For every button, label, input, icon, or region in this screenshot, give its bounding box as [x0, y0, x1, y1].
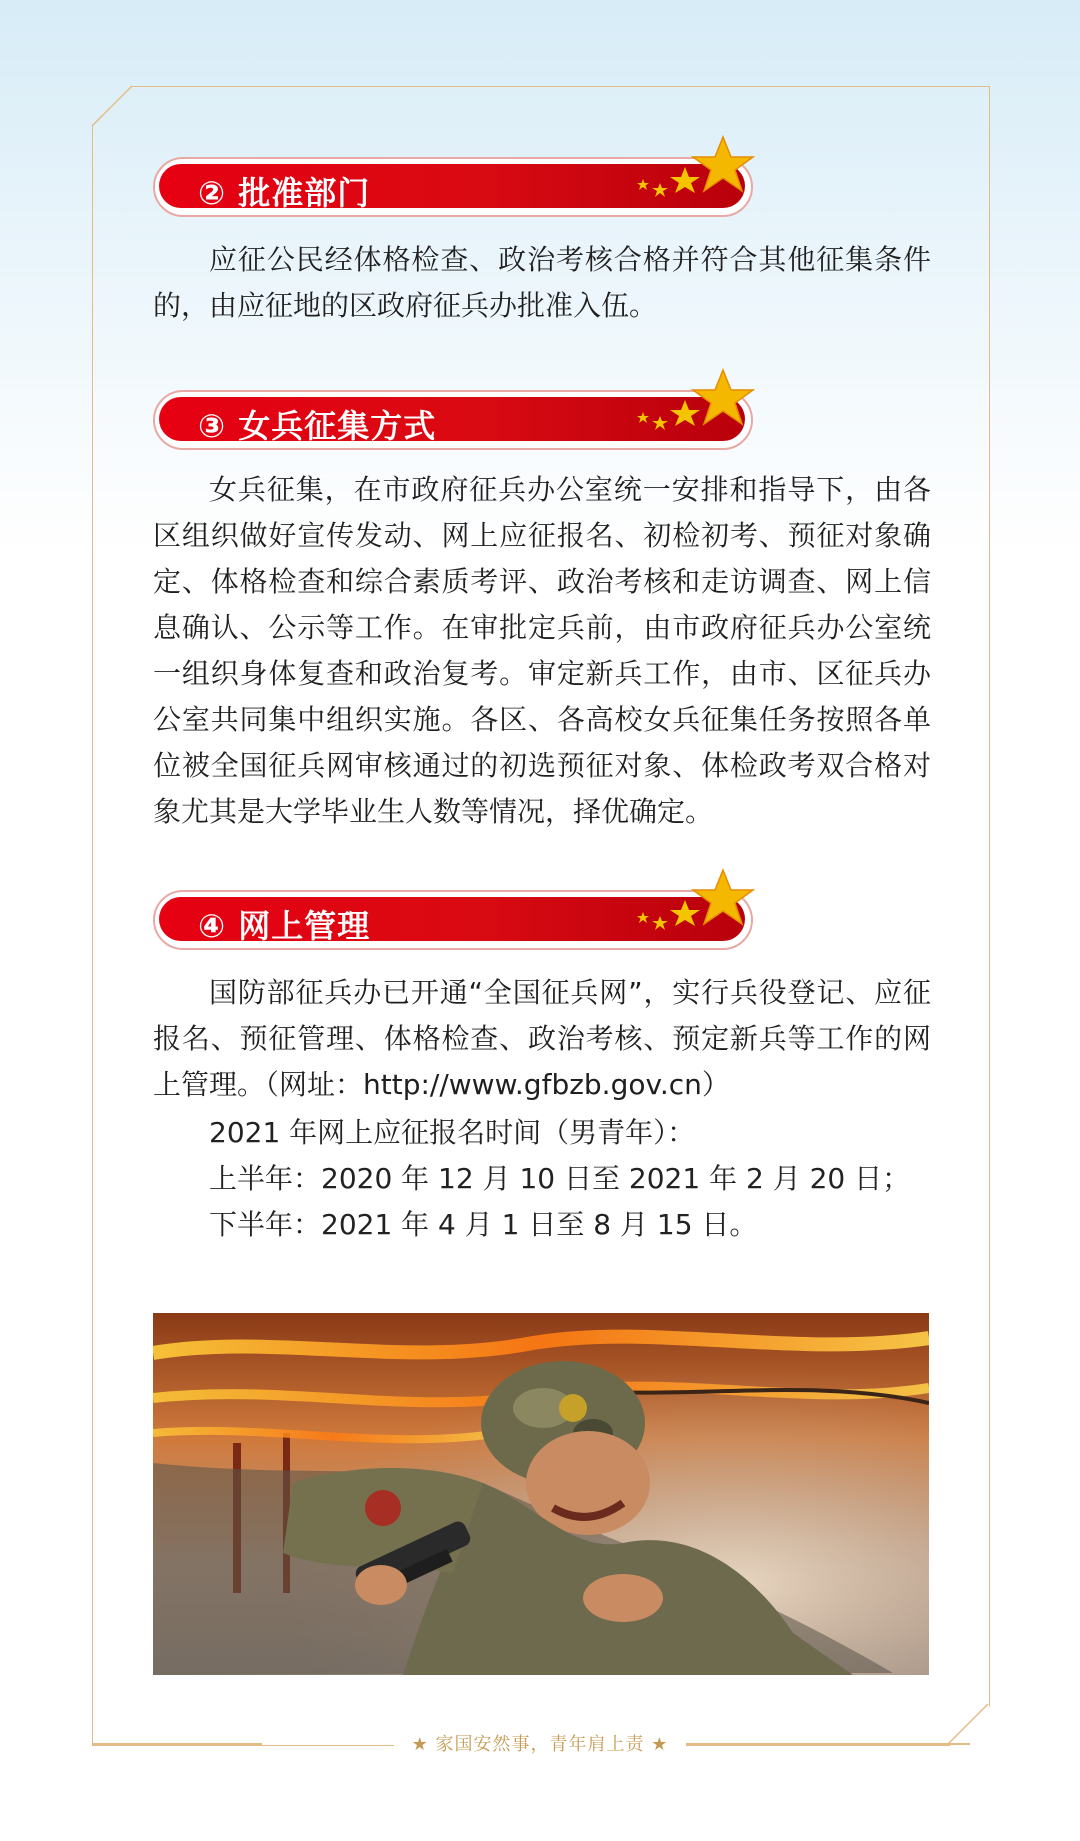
first-half-dates: 上半年：2020 年 12 月 10 日至 2021 年 2 月 20 日； — [209, 1162, 911, 1195]
section-header-female-recruitment — [153, 390, 758, 450]
paragraph: 女兵征集，在市政府征兵办公室统一安排和指导下，由各区组织做好宣传发动、网上应征报名、初检初考、预征对象确定、体格检查和综合素质考评、政治考核和走访调查、网上信息确认、公示等工作。在审批定兵前，由市政府征兵办公室统一组织身体复查和政治复考。审定新兵工作，由市、区征兵办公室共同集中组织实施。各区、各高校女兵征集任务按照各单位被全国征兵网审核通过的初选预征对象、体检政考双合格对象尤其是大学毕业生人数等情况，择优确定。 — [153, 473, 931, 828]
star-icon — [623, 368, 763, 452]
star-icon — [623, 135, 763, 219]
footer-slogan — [0, 1730, 1080, 1756]
section-title: ③ 女兵征集方式 — [198, 407, 437, 445]
section-header-online-management — [153, 890, 758, 950]
second-half-dates: 下半年：2021 年 4 月 1 日至 8 月 15 日。 — [209, 1208, 758, 1241]
section-title: ② 批准部门 — [198, 174, 371, 212]
registration-time-heading: 2021 年网上应征报名时间（男青年）： — [209, 1116, 696, 1149]
section-title: ④ 网上管理 — [198, 907, 371, 945]
footer-slogan-text: ★ 家国安然事，青年肩上责 ★ — [394, 1734, 687, 1755]
star-icon — [623, 868, 763, 952]
section-body-female-recruitment — [153, 467, 931, 835]
paragraph: 应征公民经体格检查、政治考核合格并符合其他征集条件的，由应征地的区政府征兵办批准入伍。 — [153, 243, 931, 322]
soldier-photo — [153, 1313, 929, 1675]
section-body-online-management — [153, 970, 931, 1108]
paragraph: 国防部征兵办已开通“全国征兵网”，实行兵役登记、应征报名、预征管理、体格检查、政治考核、预定新兵等工作的网上管理。（网址：http://www.gfbzb.gov.cn） — [153, 976, 931, 1101]
section-header-approval — [153, 157, 758, 217]
section-body-approval — [153, 237, 931, 329]
